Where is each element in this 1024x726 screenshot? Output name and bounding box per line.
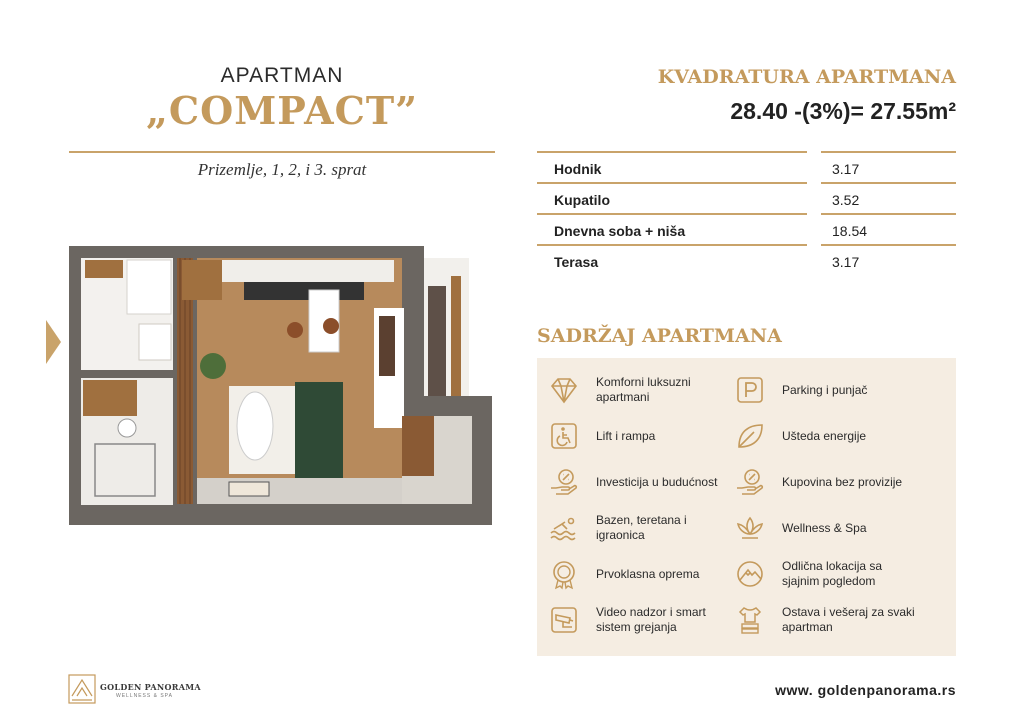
room-area: 18.54 bbox=[832, 223, 868, 239]
parking-icon bbox=[734, 374, 766, 406]
swimmer-icon bbox=[548, 512, 580, 544]
area-formula: 28.40 -(3%)= 27.55m² bbox=[730, 98, 956, 124]
room-area: 3.17 bbox=[832, 254, 860, 270]
table-row bbox=[537, 151, 956, 182]
content-title: SADRŽAJ APARTMANA bbox=[537, 325, 782, 347]
feature-label: Kupovina bez provizije bbox=[782, 474, 903, 489]
feature-item bbox=[537, 508, 737, 548]
feature-label: Ušteda energije bbox=[782, 428, 867, 443]
brand-name: GOLDEN PANORAMA bbox=[100, 682, 201, 692]
area-title: KVADRATURA APARTMANA bbox=[657, 66, 956, 88]
arrow-marker-icon bbox=[46, 320, 61, 364]
feature-item bbox=[537, 462, 737, 502]
feature-label: Investicija u budućnost bbox=[596, 474, 718, 489]
feature-item bbox=[723, 462, 923, 502]
feature-item bbox=[723, 416, 923, 456]
camera-icon bbox=[548, 604, 580, 636]
wheelchair-icon bbox=[548, 420, 580, 452]
room-name: Dnevna soba + niša bbox=[554, 223, 686, 239]
feature-label: Wellness & Spa bbox=[782, 520, 867, 535]
laundry-icon bbox=[734, 604, 766, 636]
table-row bbox=[537, 244, 956, 275]
floor-plan-image bbox=[69, 246, 492, 525]
feature-item bbox=[537, 370, 737, 410]
apartment-label: APARTMAN bbox=[220, 64, 344, 87]
badge-icon bbox=[548, 558, 580, 590]
feature-label: Parking i punjač bbox=[782, 382, 868, 397]
feature-label: Bazen, teretana i igraonica bbox=[596, 513, 687, 542]
rooms-table bbox=[537, 151, 956, 275]
divider bbox=[69, 151, 495, 153]
room-name: Hodnik bbox=[554, 161, 602, 177]
room-area: 3.52 bbox=[832, 192, 860, 208]
percent-hand-icon bbox=[548, 466, 580, 498]
feature-item bbox=[723, 508, 923, 548]
features-panel bbox=[537, 358, 956, 656]
feature-item bbox=[723, 370, 923, 410]
feature-item bbox=[723, 600, 923, 640]
percent-hand-icon bbox=[734, 466, 766, 498]
table-row bbox=[537, 213, 956, 244]
feature-item bbox=[537, 554, 737, 594]
leaf-icon bbox=[734, 420, 766, 452]
brand-subtitle: WELLNESS & SPA bbox=[116, 693, 173, 699]
feature-label: Komforni luksuzni apartmani bbox=[596, 375, 691, 404]
room-area: 3.17 bbox=[832, 161, 860, 177]
feature-label: Odlična lokacija sa sjajnim pogledom bbox=[782, 559, 883, 588]
mountain-icon bbox=[734, 558, 766, 590]
website-link[interactable]: www. goldenpanorama.rs bbox=[775, 682, 956, 698]
table-row bbox=[537, 182, 956, 213]
feature-label: Prvoklasna oprema bbox=[596, 566, 700, 581]
feature-item bbox=[723, 554, 923, 594]
feature-label: Lift i rampa bbox=[596, 428, 656, 443]
diamond-icon bbox=[548, 374, 580, 406]
feature-item bbox=[537, 416, 737, 456]
floors-text: Prizemlje, 1, 2, i 3. sprat bbox=[197, 160, 367, 179]
feature-label: Video nadzor i smart sistem grejanja bbox=[596, 605, 706, 634]
apartment-name: „COMPACT” bbox=[146, 88, 418, 133]
feature-item bbox=[537, 600, 737, 640]
room-name: Kupatilo bbox=[554, 192, 610, 208]
feature-label: Ostava i vešeraj za svaki apartman bbox=[782, 605, 915, 634]
golden-panorama-logo-icon bbox=[68, 674, 96, 704]
lotus-icon bbox=[734, 512, 766, 544]
room-name: Terasa bbox=[554, 254, 599, 270]
